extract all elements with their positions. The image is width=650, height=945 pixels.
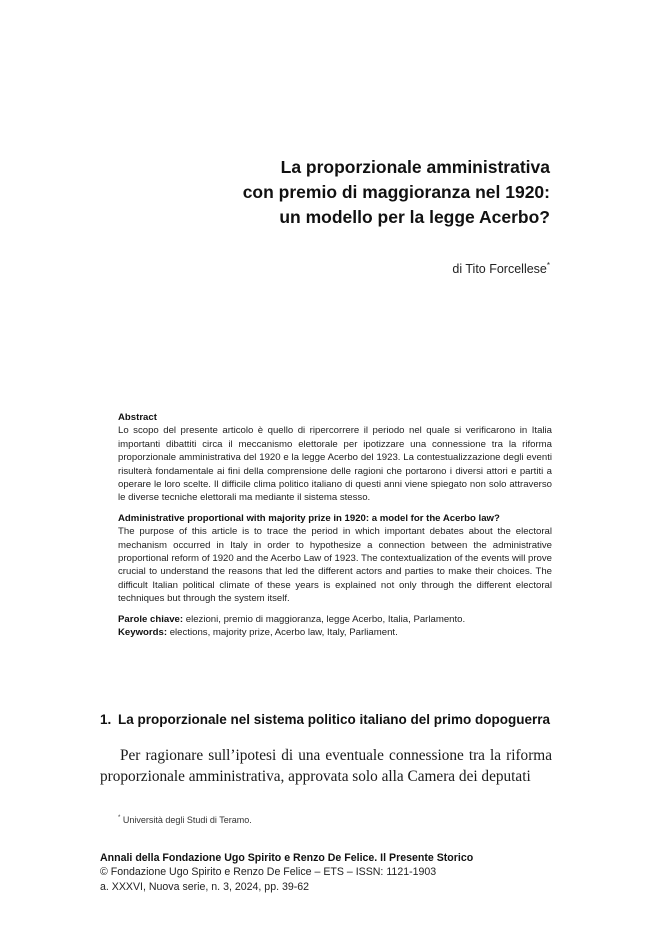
body-paragraph: Per ragionare sull’ipotesi di una eventuale connessione tra la riforma proporzionale amministrativa, approvata solo alla Camera dei deputati [100, 747, 552, 785]
section-number: 1. [100, 712, 112, 727]
section-title: La proporzionale nel sistema politico italiano del primo dopoguerra [118, 712, 551, 727]
english-keywords [118, 626, 552, 639]
article-title [130, 155, 550, 230]
journal-copyright: © Fondazione Ugo Spirito e Renzo De Felice – ETS – ISSN: 1121-1903 [100, 866, 437, 879]
english-abstract-heading: Administrative proportional with majority prize in 1920: a model for the Acerbo law? [118, 512, 500, 524]
journal-info [100, 851, 560, 894]
spacer [118, 505, 552, 512]
footnote-text: Università degli Studi di Teramo. [122, 815, 252, 825]
abstract-section [118, 411, 552, 640]
italian-keywords [118, 613, 552, 626]
title-line-1: La proporzionale amministrativa [280, 157, 550, 177]
journal-name: Annali della Fondazione Ugo Spirito e Renzo De Felice. Il Presente Storico [100, 852, 474, 864]
footnote [118, 815, 252, 825]
author-footnote-marker[interactable]: * [546, 261, 550, 270]
author-name: di Tito Forcellese [452, 262, 547, 277]
journal-issue: a. XXXVI, Nuova serie, n. 3, 2024, pp. 39-62 [100, 880, 310, 893]
section-heading [100, 712, 560, 727]
title-line-2: con premio di maggioranza nel 1920: [242, 182, 550, 202]
italian-keywords-label: Parole chiave: [118, 613, 184, 625]
english-keywords-label: Keywords: [118, 627, 168, 639]
abstract-text: Lo scopo del presente articolo è quello di ripercorrere il periodo nel quale si verificarono in Italia importanti dibattiti circa il meccanismo elettorale per ipotizzare una connessione tra la riforma proporzionale amministrativa del 1920 e la legge Acerbo del 1923. La contestualizzazione degli eventi risulterà fondamentale ai fini della comprensione delle ragioni che portarono i diversi attori e partiti a operare le loro scelte. Il difficile clima politico italiano di questi anni viene spiegato non solo attraverso le diverse tecniche elettorali ma mediante il sistema stesso. [118, 425, 552, 504]
spacer [118, 606, 552, 613]
title-line-3: un modello per la legge Acerbo? [279, 207, 550, 227]
english-abstract-text: The purpose of this article is to trace the period in which important debates about the electoral mechanism occurred in Italy in order to hypothesize a connection between the administrative proportional reform of 1920 and the Acerbo Law of 1923. The contextualization of the events will prove crucial to understand the reasons that led the different actors and parties to make their choices. The difficult Italian political climate of these years is explained not only through the different electoral techniques but through the system itself. [118, 526, 552, 605]
abstract-heading: Abstract [118, 412, 157, 423]
author-line [452, 261, 550, 276]
italian-keywords-text: elezioni, premio di maggioranza, legge Acerbo, Italia, Parlamento. [185, 613, 466, 625]
english-keywords-text: elections, majority prize, Acerbo law, Italy, Parliament. [169, 627, 398, 639]
footnote-marker: * [118, 815, 121, 821]
